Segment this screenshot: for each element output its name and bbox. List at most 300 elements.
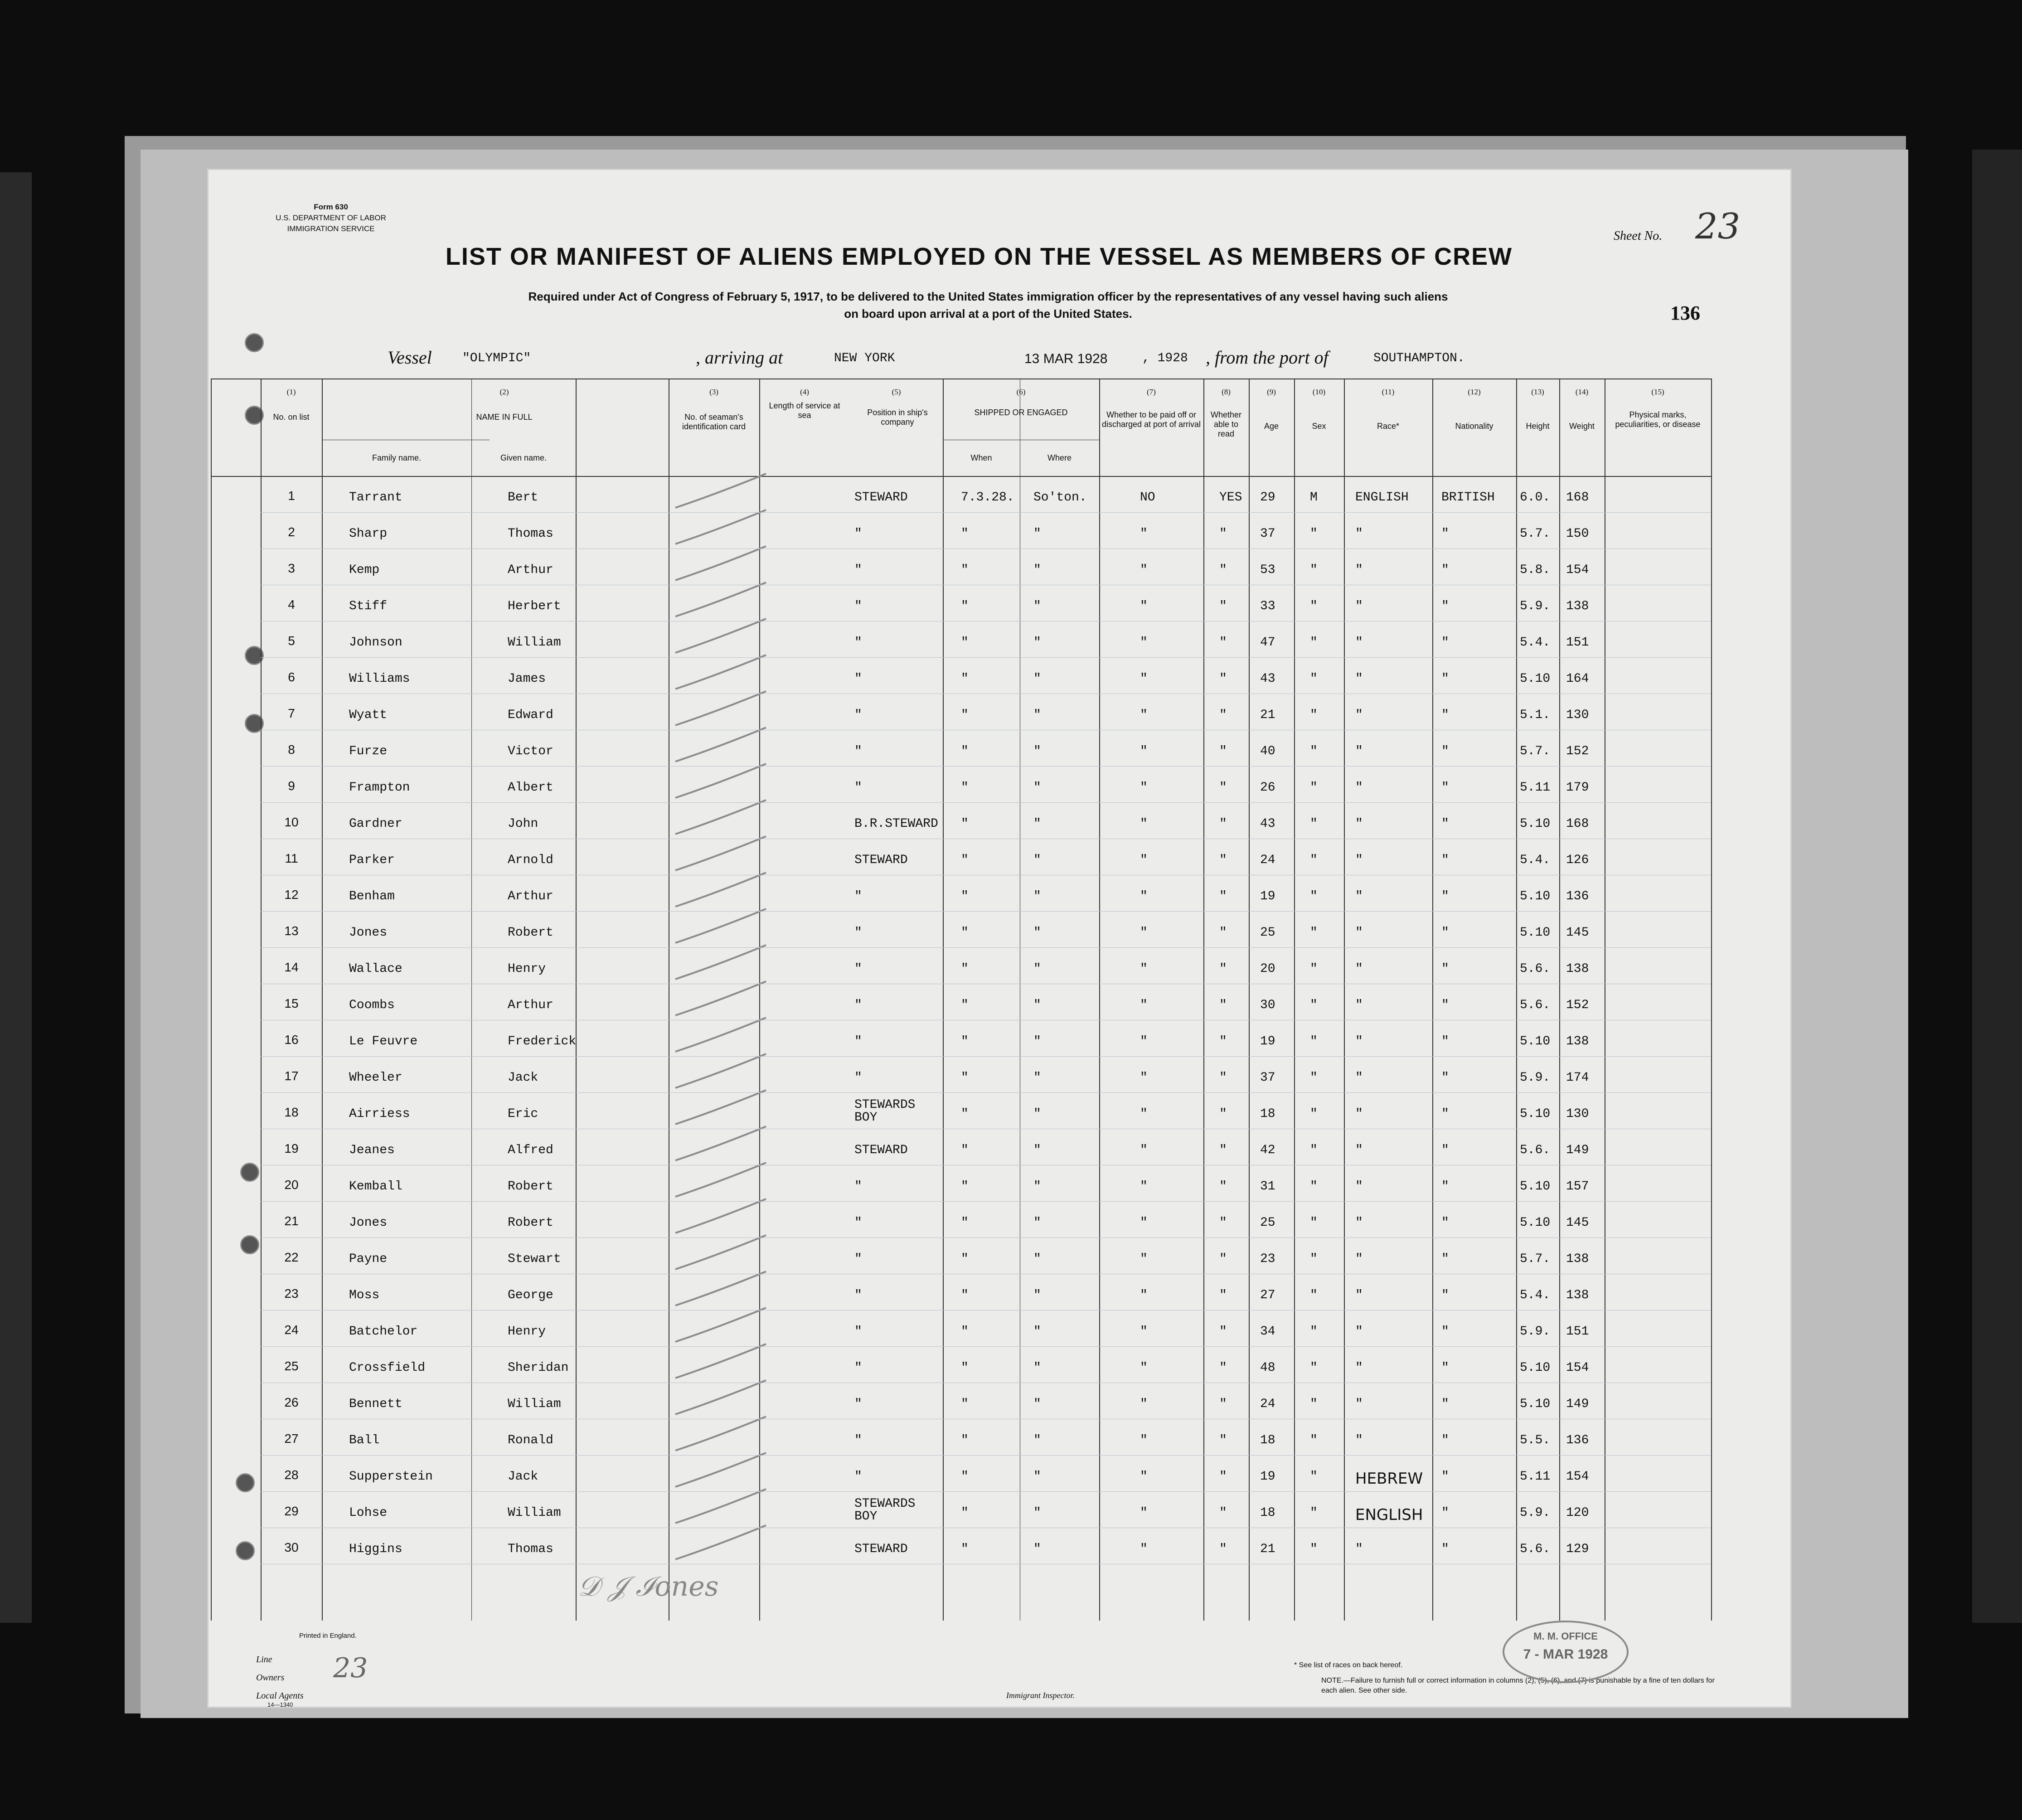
cell-given: Jack	[508, 1470, 538, 1484]
cell-race: "	[1355, 672, 1363, 686]
cell-where: "	[1033, 1107, 1041, 1121]
cell-race: HEBREW	[1355, 1470, 1423, 1488]
row-number: 21	[284, 1214, 299, 1228]
cell-race: "	[1355, 817, 1363, 831]
col-num-4: (4)	[800, 388, 809, 396]
cell-nationality: "	[1441, 1216, 1449, 1230]
cell-family: Coombs	[349, 998, 395, 1012]
cell-paid: "	[1140, 563, 1148, 577]
cell-where: "	[1033, 1397, 1041, 1411]
col-head-sex: Sex	[1312, 422, 1326, 431]
cell-weight: 138	[1566, 599, 1589, 613]
cell-family: Kemball	[349, 1179, 402, 1194]
cell-nationality: "	[1441, 853, 1449, 867]
cell-position: "	[854, 889, 862, 903]
cell-race: "	[1355, 1179, 1363, 1194]
col-num-6: (6)	[1016, 388, 1026, 396]
cell-when: "	[961, 1542, 969, 1556]
cell-where: "	[1033, 1071, 1041, 1085]
cell-given: Thomas	[508, 1542, 553, 1556]
cell-sex: "	[1310, 962, 1318, 976]
vessel-label: Vessel	[388, 347, 432, 368]
cell-height: 5.5.	[1520, 1433, 1551, 1447]
row-number: 16	[284, 1033, 299, 1047]
cell-nationality: "	[1441, 998, 1449, 1012]
cell-read: "	[1219, 1143, 1227, 1157]
cell-age: 24	[1260, 853, 1275, 867]
cell-nationality: "	[1441, 1433, 1449, 1447]
cell-weight: 168	[1566, 817, 1589, 831]
cell-race: "	[1355, 1252, 1363, 1266]
pencil-check-mark	[675, 1380, 766, 1414]
cell-height: 5.8.	[1520, 563, 1551, 577]
row-number: 30	[284, 1540, 299, 1554]
cell-race: "	[1355, 781, 1363, 795]
pencil-check-mark	[675, 764, 766, 798]
cell-family: Gardner	[349, 817, 402, 831]
cell-sex: "	[1310, 781, 1318, 795]
cell-read: "	[1219, 563, 1227, 577]
cell-weight: 150	[1566, 527, 1589, 541]
cell-nationality: "	[1441, 817, 1449, 831]
cell-given: Alfred	[508, 1143, 553, 1157]
pencil-check-mark	[675, 1090, 766, 1124]
cell-race: "	[1355, 527, 1363, 541]
row-number: 19	[284, 1141, 299, 1155]
pencil-check-mark	[675, 1199, 766, 1233]
cell-nationality: "	[1441, 563, 1449, 577]
cell-given: Bert	[508, 490, 538, 505]
cell-sex: "	[1310, 1252, 1318, 1266]
cell-paid: NO	[1140, 490, 1155, 505]
cell-read: YES	[1219, 490, 1242, 505]
cell-height: 5.7.	[1520, 1252, 1551, 1266]
cell-family: Frampton	[349, 781, 410, 795]
pencil-check-mark	[675, 909, 766, 943]
cell-when: "	[961, 672, 969, 686]
cell-nationality: "	[1441, 1506, 1449, 1520]
cell-family: Moss	[349, 1288, 380, 1302]
cell-age: 37	[1260, 527, 1275, 541]
col-head-age: Age	[1264, 422, 1279, 431]
port-label: , from the port of	[1206, 347, 1329, 368]
cell-when: "	[961, 926, 969, 940]
cell-family: Williams	[349, 672, 410, 686]
col-head-nationality: Nationality	[1455, 422, 1493, 431]
local-agents-code: 14—1340	[267, 1701, 293, 1708]
row-divider	[261, 548, 1711, 549]
cell-where: "	[1033, 1506, 1041, 1520]
row-number: 22	[284, 1250, 299, 1264]
cell-position: "	[854, 527, 862, 541]
row-number: 26	[284, 1395, 299, 1409]
cell-position: STEWARD	[854, 1542, 908, 1556]
cell-family: Benham	[349, 889, 395, 903]
cell-weight: 151	[1566, 1325, 1589, 1339]
cell-paid: "	[1140, 889, 1148, 903]
cell-weight: 154	[1566, 1470, 1589, 1484]
cell-position: "	[854, 1179, 862, 1194]
cell-age: 31	[1260, 1179, 1275, 1194]
cell-position: STEWARD	[854, 853, 908, 867]
cell-read: "	[1219, 1071, 1227, 1085]
cell-paid: "	[1140, 708, 1148, 722]
cell-race: "	[1355, 1325, 1363, 1339]
pencil-check-mark	[675, 728, 766, 762]
cell-position: "	[854, 1470, 862, 1484]
row-number: 9	[288, 779, 295, 793]
cell-family: Sharp	[349, 527, 388, 541]
cell-when: "	[961, 1252, 969, 1266]
immigrant-inspector-label: Immigrant Inspector.	[1006, 1691, 1075, 1700]
cell-read: "	[1219, 1361, 1227, 1375]
col-num-1: (1)	[286, 388, 296, 396]
cell-sex: "	[1310, 1506, 1318, 1520]
owners-handwritten-value: 23	[333, 1652, 368, 1684]
cell-age: 29	[1260, 490, 1275, 505]
cell-age: 37	[1260, 1071, 1275, 1085]
cell-when: "	[961, 1179, 969, 1194]
cell-where: So'ton.	[1033, 490, 1087, 505]
cell-read: "	[1219, 1470, 1227, 1484]
cell-paid: "	[1140, 1325, 1148, 1339]
pencil-check-mark	[675, 691, 766, 725]
cell-where: "	[1033, 1034, 1041, 1048]
cell-weight: 130	[1566, 708, 1589, 722]
cell-weight: 152	[1566, 998, 1589, 1012]
cell-position: STEWARDS BOY	[854, 1098, 916, 1125]
cell-position: "	[854, 1433, 862, 1447]
cell-read: "	[1219, 636, 1227, 650]
cell-given: Eric	[508, 1107, 538, 1121]
cell-height: 5.9.	[1520, 1325, 1551, 1339]
cell-age: 24	[1260, 1397, 1275, 1411]
cell-family: Batchelor	[349, 1325, 418, 1339]
cell-weight: 145	[1566, 1216, 1589, 1230]
cell-height: 5.9.	[1520, 1071, 1551, 1085]
cell-when: "	[961, 599, 969, 613]
cell-position: "	[854, 708, 862, 722]
cell-nationality: "	[1441, 962, 1449, 976]
cell-age: 19	[1260, 1034, 1275, 1048]
cell-given: William	[508, 636, 561, 650]
cell-read: "	[1219, 1506, 1227, 1520]
cell-family: Lohse	[349, 1506, 388, 1520]
inspector-signature: 𝒟 𝒥 ℐones	[578, 1571, 719, 1602]
cell-read: "	[1219, 744, 1227, 758]
row-divider	[261, 911, 1711, 912]
cell-read: "	[1219, 1216, 1227, 1230]
cell-where: "	[1033, 708, 1041, 722]
cell-race: "	[1355, 744, 1363, 758]
cell-age: 42	[1260, 1143, 1275, 1157]
row-number: 27	[284, 1432, 299, 1446]
cell-race: "	[1355, 1216, 1363, 1230]
cell-when: "	[961, 744, 969, 758]
cell-height: 5.10	[1520, 1397, 1551, 1411]
pencil-check-mark	[675, 1417, 766, 1451]
cell-position: "	[854, 962, 862, 976]
cell-race: "	[1355, 962, 1363, 976]
cell-family: Bennett	[349, 1397, 402, 1411]
cell-weight: 152	[1566, 744, 1589, 758]
cell-sex: "	[1310, 889, 1318, 903]
cell-given: Henry	[508, 1325, 546, 1339]
pencil-check-mark	[675, 945, 766, 979]
cell-position: "	[854, 1071, 862, 1085]
cell-where: "	[1033, 1325, 1041, 1339]
cell-position: "	[854, 1325, 862, 1339]
row-number: 25	[284, 1359, 299, 1373]
cell-height: 5.9.	[1520, 1506, 1551, 1520]
col-num-2: (2)	[499, 388, 509, 396]
cell-where: "	[1033, 1470, 1041, 1484]
cell-sex: M	[1310, 490, 1318, 505]
cell-position: "	[854, 998, 862, 1012]
row-number: 3	[288, 561, 295, 575]
cell-given: James	[508, 672, 546, 686]
arrival-date-stamp: 13 MAR 1928	[1024, 351, 1108, 366]
cell-height: 5.10	[1520, 889, 1551, 903]
col-num-11: (11)	[1382, 388, 1395, 396]
cell-height: 5.10	[1520, 1034, 1551, 1048]
cell-given: William	[508, 1506, 561, 1520]
cell-read: "	[1219, 708, 1227, 722]
cell-position: "	[854, 744, 862, 758]
cell-race: "	[1355, 1433, 1363, 1447]
vessel-value: "OLYMPIC"	[462, 351, 531, 365]
cell-weight: 138	[1566, 1288, 1589, 1302]
cell-family: Payne	[349, 1252, 388, 1266]
cell-position: "	[854, 1034, 862, 1048]
cell-read: "	[1219, 962, 1227, 976]
row-divider	[261, 1491, 1711, 1492]
cell-when: "	[961, 1143, 969, 1157]
cell-when: "	[961, 998, 969, 1012]
printed-in-england: Printed in England.	[299, 1632, 357, 1640]
cell-race: "	[1355, 853, 1363, 867]
form-service: IMMIGRATION SERVICE	[287, 224, 375, 233]
cell-when: "	[961, 817, 969, 831]
cell-weight: 157	[1566, 1179, 1589, 1194]
cell-sex: "	[1310, 1107, 1318, 1121]
cell-where: "	[1033, 998, 1041, 1012]
cell-given: Arnold	[508, 853, 553, 867]
pencil-check-mark	[675, 836, 766, 870]
cell-paid: "	[1140, 998, 1148, 1012]
cell-nationality: "	[1441, 1288, 1449, 1302]
row-number: 17	[284, 1069, 299, 1083]
cell-race: "	[1355, 708, 1363, 722]
subtitle-line-2: on board upon arrival at a port of the United States.	[844, 307, 1132, 320]
cell-family: Supperstein	[349, 1470, 433, 1484]
page-subtitle	[417, 288, 1559, 322]
cell-read: "	[1219, 599, 1227, 613]
cell-when: "	[961, 1288, 969, 1302]
cell-sex: "	[1310, 1361, 1318, 1375]
row-number: 28	[284, 1468, 299, 1482]
cell-given: Arthur	[508, 563, 553, 577]
cell-nationality: "	[1441, 1143, 1449, 1157]
cell-nationality: "	[1441, 1542, 1449, 1556]
row-divider	[261, 766, 1711, 767]
cell-where: "	[1033, 1433, 1041, 1447]
cell-race: "	[1355, 563, 1363, 577]
col-head-family-name: Family name.	[372, 453, 422, 462]
cell-given: Jack	[508, 1071, 538, 1085]
cell-position: STEWARDS BOY	[854, 1497, 916, 1524]
cell-sex: "	[1310, 1071, 1318, 1085]
cell-sex: "	[1310, 527, 1318, 541]
cell-race: "	[1355, 1034, 1363, 1048]
cell-position: "	[854, 1288, 862, 1302]
row-number: 1	[288, 489, 295, 503]
row-number: 23	[284, 1286, 299, 1301]
cell-race: "	[1355, 1071, 1363, 1085]
cell-when: "	[961, 1216, 969, 1230]
cell-race: "	[1355, 1143, 1363, 1157]
cell-weight: 174	[1566, 1071, 1589, 1085]
cell-age: 43	[1260, 672, 1275, 686]
cell-family: Wyatt	[349, 708, 388, 722]
cell-where: "	[1033, 853, 1041, 867]
cell-paid: "	[1140, 599, 1148, 613]
cell-family: Jones	[349, 1216, 388, 1230]
cell-nationality: "	[1441, 1397, 1449, 1411]
col-head-weight: Weight	[1569, 422, 1595, 431]
cell-age: 18	[1260, 1506, 1275, 1520]
cell-paid: "	[1140, 962, 1148, 976]
cell-weight: 138	[1566, 962, 1589, 976]
cell-age: 19	[1260, 889, 1275, 903]
cell-paid: "	[1140, 1107, 1148, 1121]
cell-nationality: "	[1441, 1071, 1449, 1085]
cell-height: 5.7.	[1520, 527, 1551, 541]
row-divider	[261, 1056, 1711, 1057]
cell-weight: 149	[1566, 1143, 1589, 1157]
row-number: 15	[284, 996, 299, 1010]
cell-given: Henry	[508, 962, 546, 976]
cell-height: 5.6.	[1520, 962, 1551, 976]
cell-sex: "	[1310, 1470, 1318, 1484]
cell-read: "	[1219, 853, 1227, 867]
col-head-identification-card: No. of seaman's identification card	[682, 413, 746, 431]
cell-race: "	[1355, 1288, 1363, 1302]
cell-weight: 149	[1566, 1397, 1589, 1411]
cell-paid: "	[1140, 1288, 1148, 1302]
cell-nationality: "	[1441, 1361, 1449, 1375]
cell-nationality: "	[1441, 1252, 1449, 1266]
cell-given: Thomas	[508, 527, 553, 541]
cell-height: 5.10	[1520, 1179, 1551, 1194]
cell-weight: 129	[1566, 1542, 1589, 1556]
row-number: 14	[284, 960, 299, 974]
col-num-15: (15)	[1651, 388, 1664, 396]
m-m-office-date-stamp	[1503, 1621, 1629, 1683]
row-divider	[261, 947, 1711, 948]
cell-weight: 168	[1566, 490, 1589, 505]
cell-age: 48	[1260, 1361, 1275, 1375]
cell-sex: "	[1310, 1143, 1318, 1157]
cell-read: "	[1219, 527, 1227, 541]
cell-paid: "	[1140, 1252, 1148, 1266]
cell-sex: "	[1310, 708, 1318, 722]
row-number: 11	[285, 851, 298, 865]
col-head-able-to-read: Whether able to read	[1210, 410, 1242, 438]
cell-where: "	[1033, 889, 1041, 903]
cell-sex: "	[1310, 1433, 1318, 1447]
cell-family: Crossfield	[349, 1361, 426, 1375]
cell-age: 18	[1260, 1433, 1275, 1447]
cell-given: Edward	[508, 708, 553, 722]
cell-position: "	[854, 1361, 862, 1375]
cell-weight: 145	[1566, 926, 1589, 940]
pencil-check-mark	[675, 1272, 766, 1306]
cell-race: "	[1355, 998, 1363, 1012]
cell-nationality: "	[1441, 889, 1449, 903]
pencil-check-mark	[675, 1525, 766, 1559]
cell-where: "	[1033, 1252, 1041, 1266]
col-border	[1711, 379, 1712, 1621]
cell-nationality: "	[1441, 599, 1449, 613]
row-number: 18	[284, 1105, 299, 1119]
pencil-check-mark	[675, 873, 766, 907]
row-number: 4	[288, 597, 295, 612]
cell-sex: "	[1310, 998, 1318, 1012]
cell-age: 34	[1260, 1325, 1275, 1339]
cell-paid: "	[1140, 781, 1148, 795]
cell-where: "	[1033, 563, 1041, 577]
row-number: 20	[284, 1178, 299, 1192]
cell-nationality: "	[1441, 1470, 1449, 1484]
row-number: 29	[284, 1504, 299, 1518]
col-head-no-on-list: No. on list	[273, 413, 310, 422]
cell-weight: 130	[1566, 1107, 1589, 1121]
cell-paid: "	[1140, 1361, 1148, 1375]
cell-sex: "	[1310, 1034, 1318, 1048]
pencil-check-mark	[675, 510, 766, 544]
cell-when: "	[961, 1107, 969, 1121]
cell-where: "	[1033, 599, 1041, 613]
cell-position: "	[854, 926, 862, 940]
cell-family: Tarrant	[349, 490, 402, 505]
cell-given: Robert	[508, 1216, 553, 1230]
row-divider	[261, 1455, 1711, 1456]
cell-age: 25	[1260, 1216, 1275, 1230]
cell-where: "	[1033, 817, 1041, 831]
cell-paid: "	[1140, 1143, 1148, 1157]
binder-right-edge	[1972, 150, 2022, 1623]
arriving-value: NEW YORK	[834, 351, 895, 365]
cell-race: ENGLISH	[1355, 1506, 1423, 1524]
cell-sex: "	[1310, 817, 1318, 831]
cell-paid: "	[1140, 1506, 1148, 1520]
cell-race: "	[1355, 1397, 1363, 1411]
cell-height: 5.10	[1520, 817, 1551, 831]
cell-when: "	[961, 1071, 969, 1085]
cell-sex: "	[1310, 563, 1318, 577]
subtitle-line-1: Required under Act of Congress of February 5, 1917, to be delivered to the United States immigration officer by the representatives of any vessel having such aliens	[528, 290, 1448, 303]
form-number: Form 630	[314, 203, 348, 211]
cell-height: 5.6.	[1520, 1542, 1551, 1556]
arriving-label: , arriving at	[696, 347, 783, 368]
pencil-check-mark	[675, 1489, 766, 1523]
cell-age: 20	[1260, 962, 1275, 976]
cell-height: 5.6.	[1520, 1143, 1551, 1157]
cell-nationality: "	[1441, 1034, 1449, 1048]
row-divider	[261, 1092, 1711, 1093]
col-head-shipped-or-engaged: SHIPPED OR ENGAGED	[974, 408, 1068, 417]
